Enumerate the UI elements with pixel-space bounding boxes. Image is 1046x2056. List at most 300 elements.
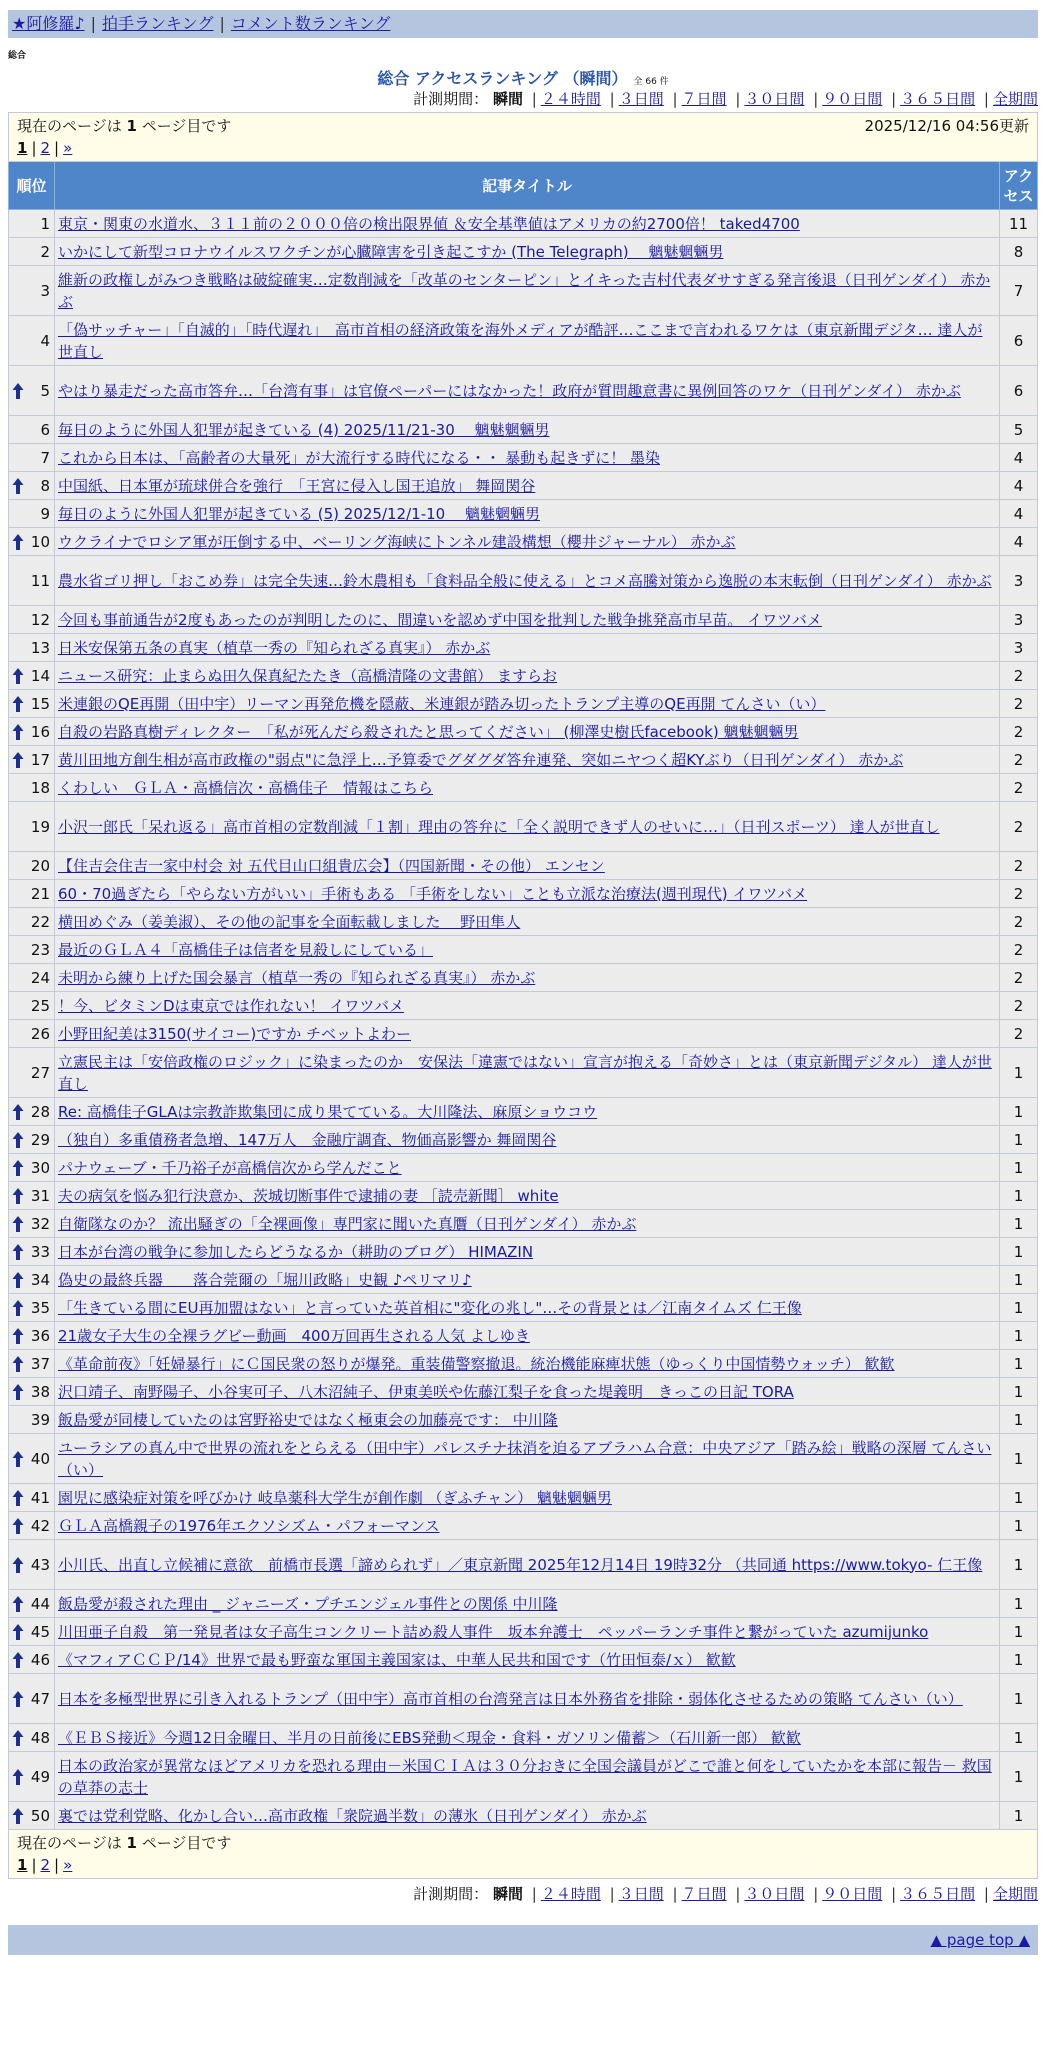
table-row bbox=[9, 1048, 1038, 1098]
rank-number: 32 bbox=[30, 1214, 50, 1233]
current-page-message: 現在のページは 1 ページ目です bbox=[17, 117, 232, 135]
article-link[interactable]: 日本の政治家が異常なほどアメリカを恐れる理由－米国ＣＩＡは３０分おきに全国会議員がどこで誰と何をしていたかを本部に報告－ 救国の草莽の志士 bbox=[58, 1756, 992, 1797]
title-cell bbox=[55, 416, 1000, 444]
rank-number: 28 bbox=[30, 1102, 50, 1121]
access-count: 2 bbox=[1000, 802, 1038, 852]
article-link[interactable]: 《革命前夜》「妊婦暴行」にＣ国民衆の怒りが爆発。重装備警察撤退。統治機能麻痺状態（ゆっくり中国情勢ウォッチ） 歓歓 bbox=[58, 1354, 895, 1373]
nav-clap-ranking-link[interactable]: 拍手ランキング bbox=[101, 14, 214, 33]
title-cell bbox=[55, 238, 1000, 266]
bottom-bar bbox=[8, 1925, 1038, 1955]
access-count: 1 bbox=[1000, 1098, 1038, 1126]
access-count: 1 bbox=[1000, 1484, 1038, 1512]
rank-number: 25 bbox=[30, 996, 50, 1015]
rank-cell bbox=[9, 1406, 55, 1434]
article-link[interactable]: 川田亜子自殺 第一発見者は女子高生コンクリート詰め殺人事件 坂本弁護士 ペッパーランチ事件と繋がっていた azumijunko bbox=[58, 1622, 929, 1641]
table-row bbox=[9, 1322, 1038, 1350]
table-row bbox=[9, 1484, 1038, 1512]
title-cell bbox=[55, 852, 1000, 880]
article-link[interactable]: 沢口靖子、南野陽子、小谷実可子、八木沼純子、伊東美咲や佐藤江梨子を食った堤義明 きっこの日記 TORA bbox=[58, 1382, 794, 1401]
period-link-24h[interactable]: ２４時間 bbox=[540, 90, 601, 108]
table-row bbox=[9, 444, 1038, 472]
access-count: 2 bbox=[1000, 908, 1038, 936]
table-row bbox=[9, 802, 1038, 852]
rank-number: 47 bbox=[30, 1689, 50, 1708]
article-link[interactable]: 横田めぐみ（姜美淑）、その他の記事を全面転載しました 野田隼人 bbox=[58, 912, 521, 931]
rank-number: 19 bbox=[30, 817, 50, 836]
article-link[interactable]: 日本が台湾の戦争に参加したらどうなるか（耕助のブログ） HIMAZIN bbox=[58, 1242, 534, 1261]
rank-number: 41 bbox=[30, 1488, 50, 1507]
article-link[interactable]: 自殺の岩路真樹ディレクター 「私が死んだら殺されたと思ってください」 (柳澤史樹氏facebook) 魑魅魍魎男 bbox=[58, 722, 799, 741]
updated-timestamp: 2025/12/16 04:56更新 bbox=[864, 117, 1029, 135]
rank-number: 15 bbox=[30, 694, 50, 713]
title-cell bbox=[55, 472, 1000, 500]
article-link[interactable]: ニュース研究：止まらぬ田久保真紀たたき（高橋清隆の文書館） ますらお bbox=[58, 666, 558, 685]
access-count: 1 bbox=[1000, 1322, 1038, 1350]
period-label: 計測期間： bbox=[413, 90, 489, 108]
title-cell bbox=[55, 1126, 1000, 1154]
article-link[interactable]: 米連銀のQE再開（田中宇）リーマン再発危機を隠蔽、米連銀が踏み切ったトランプ主導のQE再開 てんさい（い） bbox=[58, 694, 826, 713]
article-link[interactable]: 21歳女子大生の全裸ラグビー動画 400万回再生される人気 よしゆき bbox=[58, 1326, 530, 1345]
rank-number: 14 bbox=[30, 666, 50, 685]
up-arrow-icon bbox=[12, 1690, 24, 1708]
rank-number: 2 bbox=[40, 242, 50, 261]
article-link[interactable]: 《ＥＢＳ接近》今週12日金曜日、半月の日前後にEBS発動＜現金・食料・ガソリン備蓄＞（石川新一郎） 歓歓 bbox=[58, 1728, 801, 1747]
title-cell bbox=[55, 606, 1000, 634]
rank-cell bbox=[9, 852, 55, 880]
article-link[interactable]: 飯島愛が同棲していたのは宮野裕史ではなく極東会の加藤亮です： 中川隆 bbox=[58, 1410, 558, 1429]
article-link[interactable]: 小沢一郎氏「呆れ返る」高市首相の定数削減「１割」理由の答弁に「全く説明できず人のせいに…」（日刊スポーツ） 達人が世直し bbox=[58, 817, 940, 836]
table-row bbox=[9, 238, 1038, 266]
table-row bbox=[9, 1434, 1038, 1484]
rank-number: 3 bbox=[40, 281, 50, 300]
table-row bbox=[9, 1350, 1038, 1378]
page-title: 総合 アクセスランキング （瞬間） bbox=[377, 69, 628, 88]
title-cell bbox=[55, 1752, 1000, 1802]
nav-home-link[interactable]: ★阿修羅♪ bbox=[12, 14, 85, 33]
article-link[interactable]: 【住吉会住吉一家中村会 対 五代目山口組貴広会】（四国新聞・その他） エンセン bbox=[58, 856, 605, 875]
title-cell bbox=[55, 1540, 1000, 1590]
access-count: 6 bbox=[1000, 366, 1038, 416]
rank-cell bbox=[9, 1434, 55, 1484]
rank-number: 4 bbox=[40, 331, 50, 350]
rank-cell bbox=[9, 1154, 55, 1182]
article-link[interactable]: 自衛隊なのか？ 流出騒ぎの「全裸画像」専門家に聞いた真贋（日刊ゲンダイ） 赤かぶ bbox=[58, 1214, 637, 1233]
rank-number: 30 bbox=[30, 1158, 50, 1177]
article-link[interactable]: ！今、ビタミンDは東京では作れない！ イワツバメ bbox=[58, 996, 405, 1015]
rank-number: 34 bbox=[30, 1270, 50, 1289]
access-count: 1 bbox=[1000, 1266, 1038, 1294]
up-arrow-icon bbox=[12, 1103, 24, 1121]
pager-page-2[interactable]: 2 bbox=[40, 1856, 51, 1874]
title-cell bbox=[55, 1182, 1000, 1210]
rank-cell bbox=[9, 556, 55, 606]
up-arrow-icon bbox=[12, 1159, 24, 1177]
article-link[interactable]: ユーラシアの真ん中で世界の流れをとらえる（田中宇）パレスチナ抹消を迫るアブラハム合意：中央アジア「踏み絵」戦略の深層 てんさい（い） bbox=[58, 1438, 992, 1479]
access-count: 3 bbox=[1000, 634, 1038, 662]
rank-cell bbox=[9, 366, 55, 416]
rank-cell bbox=[9, 1098, 55, 1126]
rank-cell bbox=[9, 1590, 55, 1618]
access-count: 1 bbox=[1000, 1802, 1038, 1830]
table-row bbox=[9, 880, 1038, 908]
rank-number: 1 bbox=[40, 214, 50, 233]
rank-cell bbox=[9, 416, 55, 444]
rank-cell bbox=[9, 992, 55, 1020]
rank-cell bbox=[9, 500, 55, 528]
title-cell bbox=[55, 1322, 1000, 1350]
article-link[interactable]: 日本を多極型世界に引き入れるトランプ（田中宇）高市首相の台湾発言は日本外務省を排除・弱体化させるための策略 てんさい（い） bbox=[58, 1689, 963, 1708]
rank-cell bbox=[9, 908, 55, 936]
rank-cell bbox=[9, 1020, 55, 1048]
title-cell bbox=[55, 1590, 1000, 1618]
table-row bbox=[9, 936, 1038, 964]
rank-cell bbox=[9, 774, 55, 802]
table-row bbox=[9, 606, 1038, 634]
title-row bbox=[8, 66, 1038, 88]
rank-cell bbox=[9, 964, 55, 992]
rank-cell bbox=[9, 1210, 55, 1238]
pager-current-page: 1 bbox=[17, 1856, 28, 1874]
period-link-24h[interactable]: ２４時間 bbox=[540, 1885, 601, 1903]
rank-cell bbox=[9, 1126, 55, 1154]
rank-cell bbox=[9, 444, 55, 472]
rank-number: 45 bbox=[30, 1622, 50, 1641]
access-count: 1 bbox=[1000, 1540, 1038, 1590]
rank-cell bbox=[9, 1802, 55, 1830]
period-link-7d[interactable]: ７日間 bbox=[681, 1885, 727, 1903]
article-link[interactable]: （独自）多重債務者急増、147万人 金融庁調査、物価高影響か 舞岡関谷 bbox=[58, 1130, 557, 1149]
pager-page-2[interactable]: 2 bbox=[40, 139, 51, 157]
table-row bbox=[9, 416, 1038, 444]
table-row bbox=[9, 1182, 1038, 1210]
table-row bbox=[9, 908, 1038, 936]
article-link[interactable]: 日米安保第五条の真実（植草一秀の『知られざる真実』） 赤かぶ bbox=[58, 638, 491, 657]
period-link-90d[interactable]: ９０日間 bbox=[822, 1885, 883, 1903]
title-cell bbox=[55, 746, 1000, 774]
nav-comment-ranking-link[interactable]: コメント数ランキング bbox=[230, 14, 391, 33]
title-cell bbox=[55, 366, 1000, 416]
up-arrow-icon bbox=[12, 1187, 24, 1205]
table-row bbox=[9, 1752, 1038, 1802]
access-count: 1 bbox=[1000, 1724, 1038, 1752]
article-link[interactable]: 立憲民主は「安倍政権のロジック」に染まったのか 安保法「違憲ではない」宣言が抱える「奇妙さ」とは（東京新聞デジタル） 達人が世直し bbox=[58, 1052, 992, 1093]
table-header bbox=[9, 162, 1038, 210]
title-cell bbox=[55, 634, 1000, 662]
up-arrow-icon bbox=[12, 1651, 24, 1669]
rank-number: 17 bbox=[30, 750, 50, 769]
article-link[interactable]: 小川氏、出直し立候補に意欲 前橋市長選「諦められず」／東京新聞 2025年12月14日 19時32分 （共同通 https://www.tokyo- 仁王像 bbox=[58, 1555, 983, 1574]
rank-number: 9 bbox=[40, 504, 50, 523]
period-link-7d[interactable]: ７日間 bbox=[681, 90, 727, 108]
table-row bbox=[9, 1378, 1038, 1406]
access-count: 2 bbox=[1000, 992, 1038, 1020]
table-row bbox=[9, 266, 1038, 316]
period-link-90d[interactable]: ９０日間 bbox=[822, 90, 883, 108]
table-row bbox=[9, 1802, 1038, 1830]
rank-number: 37 bbox=[30, 1354, 50, 1373]
access-count: 1 bbox=[1000, 1154, 1038, 1182]
article-link[interactable]: 農水省ゴリ押し「おこめ券」は完全失速…鈴木農相も「食料品全般に使える」とコメ高騰対策から逸脱の本末転倒（日刊ゲンダイ） 赤かぶ bbox=[58, 571, 992, 590]
period-link-30d[interactable]: ３０日間 bbox=[744, 1885, 805, 1903]
title-cell bbox=[55, 1154, 1000, 1182]
table-row bbox=[9, 528, 1038, 556]
title-cell bbox=[55, 1098, 1000, 1126]
article-link[interactable]: 黄川田地方創生相が高市政権の"弱点"に急浮上…予算委でグダグダ答弁連発、突如ニヤつく超KYぶり（日刊ゲンダイ） 赤かぶ bbox=[58, 750, 904, 769]
rank-cell bbox=[9, 1752, 55, 1802]
up-arrow-icon bbox=[12, 1383, 24, 1401]
article-link[interactable]: 毎日のように外国人犯罪が起きている (4) 2025/11/21-30 魑魅魍魎男 bbox=[58, 420, 550, 439]
period-selector-bottom: 計測期間： 瞬間 | ２４時間 | ３日間 | ７日間 | ３０日間 | ９０日間 | ３６５日間 | 全期間 bbox=[413, 1885, 1038, 1903]
article-link[interactable]: ＧＬＡ高橋親子の1976年エクソシズム・パフォーマンス bbox=[58, 1516, 440, 1535]
rank-cell bbox=[9, 606, 55, 634]
table-row bbox=[9, 316, 1038, 366]
rank-number: 18 bbox=[30, 778, 50, 797]
table-row bbox=[9, 556, 1038, 606]
title-cell bbox=[55, 210, 1000, 238]
pager-bottom: 1 | 2 | » bbox=[17, 1856, 73, 1874]
rank-cell bbox=[9, 1724, 55, 1752]
rank-cell bbox=[9, 802, 55, 852]
rank-cell bbox=[9, 1618, 55, 1646]
period-link-365d[interactable]: ３６５日間 bbox=[900, 90, 976, 108]
access-count: 1 bbox=[1000, 1048, 1038, 1098]
access-count: 2 bbox=[1000, 936, 1038, 964]
access-count: 8 bbox=[1000, 238, 1038, 266]
up-arrow-icon bbox=[12, 1215, 24, 1233]
access-count: 2 bbox=[1000, 690, 1038, 718]
page-top-link[interactable]: ▲ page top ▲ bbox=[930, 1931, 1030, 1949]
table-row bbox=[9, 1724, 1038, 1752]
table-row bbox=[9, 690, 1038, 718]
table-row bbox=[9, 1540, 1038, 1590]
article-link[interactable]: 小野田紀美は3150(サイコー)ですか チベットよわー bbox=[58, 1024, 411, 1043]
article-link[interactable]: 毎日のように外国人犯罪が起きている (5) 2025/12/1-10 魑魅魍魎男 bbox=[58, 504, 540, 523]
article-link[interactable]: 《マフィアＣＣＰ/14》世界で最も野蛮な軍国主義国家は、中華人民共和国です（竹田恒泰/ｘ） 歓歓 bbox=[58, 1650, 736, 1669]
rank-number: 23 bbox=[30, 940, 50, 959]
rank-cell bbox=[9, 1238, 55, 1266]
article-link[interactable]: Re: 高橋佳子GLAは宗教詐欺集団に成り果てている。大川隆法、麻原ショウコウ bbox=[58, 1102, 598, 1121]
article-link[interactable]: 「生きている間にEU再加盟はない」と言っていた英首相に"変化の兆し"…その背景とは／江南タイムズ 仁王像 bbox=[58, 1298, 802, 1317]
up-arrow-icon bbox=[12, 1595, 24, 1613]
title-cell bbox=[55, 1434, 1000, 1484]
rank-number: 42 bbox=[30, 1516, 50, 1535]
access-count: 6 bbox=[1000, 316, 1038, 366]
up-arrow-icon bbox=[12, 1355, 24, 1373]
up-arrow-icon bbox=[12, 1299, 24, 1317]
article-link[interactable]: 園児に感染症対策を呼びかけ 岐阜薬科大学生が創作劇 （ぎふチャン） 魑魅魍魎男 bbox=[58, 1488, 612, 1507]
rank-number: 33 bbox=[30, 1242, 50, 1261]
title-cell bbox=[55, 1406, 1000, 1434]
title-cell bbox=[55, 936, 1000, 964]
rank-cell bbox=[9, 634, 55, 662]
pager-next[interactable]: » bbox=[63, 139, 73, 157]
pager-top: 1 | 2 | » bbox=[17, 139, 73, 157]
table-row bbox=[9, 1618, 1038, 1646]
rank-number: 29 bbox=[30, 1130, 50, 1149]
table-row bbox=[9, 964, 1038, 992]
access-count: 1 bbox=[1000, 1434, 1038, 1484]
title-cell bbox=[55, 1802, 1000, 1830]
pager-current-page: 1 bbox=[17, 139, 28, 157]
period-link-all[interactable]: 全期間 bbox=[992, 1885, 1038, 1903]
top-nav bbox=[8, 10, 1038, 38]
access-count: 1 bbox=[1000, 1590, 1038, 1618]
rank-number: 40 bbox=[30, 1449, 50, 1468]
rank-cell bbox=[9, 1294, 55, 1322]
nav-separator: | bbox=[219, 14, 225, 33]
title-cell bbox=[55, 880, 1000, 908]
access-count: 2 bbox=[1000, 964, 1038, 992]
access-count: 2 bbox=[1000, 718, 1038, 746]
table-row bbox=[9, 774, 1038, 802]
period-link-3d[interactable]: ３日間 bbox=[618, 1885, 664, 1903]
access-count: 1 bbox=[1000, 1646, 1038, 1674]
rank-cell bbox=[9, 316, 55, 366]
access-count: 1 bbox=[1000, 1674, 1038, 1724]
table-row bbox=[9, 1210, 1038, 1238]
rank-cell bbox=[9, 1484, 55, 1512]
title-cell bbox=[55, 500, 1000, 528]
article-link[interactable]: これから日本は、「高齢者の大量死」が大流行する時代になる・・ 暴動も起きずに！ 墨染 bbox=[58, 448, 661, 467]
rank-cell bbox=[9, 1674, 55, 1724]
rank-cell bbox=[9, 266, 55, 316]
header-access: アクセス bbox=[1000, 162, 1038, 210]
access-count: 1 bbox=[1000, 1210, 1038, 1238]
access-count: 2 bbox=[1000, 774, 1038, 802]
up-arrow-icon bbox=[12, 1768, 24, 1786]
rank-number: 24 bbox=[30, 968, 50, 987]
access-count: 5 bbox=[1000, 416, 1038, 444]
article-link[interactable]: 最近のＧＬＡ４「高橋佳子は信者を見殺しにしている」 bbox=[58, 940, 434, 959]
article-link[interactable]: 「偽サッチャー」「自滅的」「時代遅れ」 高市首相の経済政策を海外メディアが酷評…ここまで言われるワケは（東京新聞デジタ… 達人が世直し bbox=[58, 320, 983, 361]
title-cell bbox=[55, 556, 1000, 606]
table-row bbox=[9, 852, 1038, 880]
rank-number: 12 bbox=[30, 610, 50, 629]
table-row bbox=[9, 746, 1038, 774]
access-count: 11 bbox=[1000, 210, 1038, 238]
article-link[interactable]: 夫の病気を悩み犯行決意か、茨城切断事件で逮捕の妻 ［読売新聞］ white bbox=[58, 1186, 559, 1205]
rank-number: 48 bbox=[30, 1728, 50, 1747]
access-count: 1 bbox=[1000, 1618, 1038, 1646]
table-row bbox=[9, 1674, 1038, 1724]
title-cell bbox=[55, 1724, 1000, 1752]
period-link-365d[interactable]: ３６５日間 bbox=[900, 1885, 976, 1903]
access-count: 3 bbox=[1000, 556, 1038, 606]
article-link[interactable]: 飯島愛が殺された理由 _ ジャニーズ・プチエンジェル事件との関係 中川隆 bbox=[58, 1594, 558, 1613]
rank-number: 44 bbox=[30, 1594, 50, 1613]
article-link[interactable]: 60・70過ぎたら「やらない方がいい」手術もある 「手術をしない」ことも立派な治療法(週刊現代) イワツバメ bbox=[58, 884, 808, 903]
access-count: 1 bbox=[1000, 1378, 1038, 1406]
article-link[interactable]: 維新の政権しがみつき戦略は破綻確実…定数削減を「改革のセンターピン」とイキった吉村代表ダサすぎる発言後退（日刊ゲンダイ） 赤かぶ bbox=[58, 270, 991, 311]
rank-cell bbox=[9, 1182, 55, 1210]
up-arrow-icon bbox=[12, 1556, 24, 1574]
access-count: 1 bbox=[1000, 1294, 1038, 1322]
pager-next[interactable]: » bbox=[63, 1856, 73, 1874]
article-link[interactable]: 未明から練り上げた国会暴言（植草一秀の『知られざる真実』） 赤かぶ bbox=[58, 968, 536, 987]
title-cell bbox=[55, 1294, 1000, 1322]
rank-cell bbox=[9, 718, 55, 746]
title-cell bbox=[55, 316, 1000, 366]
ranking-table bbox=[8, 112, 1038, 1879]
period-link-30d[interactable]: ３０日間 bbox=[744, 90, 805, 108]
rank-cell bbox=[9, 1646, 55, 1674]
rank-number: 39 bbox=[30, 1410, 50, 1429]
article-link[interactable]: 中国紙、日本軍が琉球併合を強行 「王宮に侵入し国王追放」 舞岡関谷 bbox=[58, 476, 536, 495]
article-link[interactable]: くわしい ＧＬＡ・高橋信次・高橋佳子 情報はこちら bbox=[58, 778, 434, 797]
rank-cell bbox=[9, 662, 55, 690]
table-row bbox=[9, 1406, 1038, 1434]
article-link[interactable]: ウクライナでロシア軍が圧倒する中、ベーリング海峡にトンネル建設構想（櫻井ジャーナル） 赤かぶ bbox=[58, 532, 736, 551]
up-arrow-icon bbox=[12, 1450, 24, 1468]
total-count: 全 66 件 bbox=[633, 77, 669, 87]
up-arrow-icon bbox=[12, 1517, 24, 1535]
title-cell bbox=[55, 1646, 1000, 1674]
title-cell bbox=[55, 774, 1000, 802]
title-cell bbox=[55, 690, 1000, 718]
rank-number: 38 bbox=[30, 1382, 50, 1401]
title-cell bbox=[55, 1020, 1000, 1048]
table-row bbox=[9, 1646, 1038, 1674]
rank-cell bbox=[9, 210, 55, 238]
article-link[interactable]: 裏では党利党略、化かし合い…高市政権「衆院過半数」の薄氷（日刊ゲンダイ） 赤かぶ bbox=[58, 1806, 647, 1825]
article-link[interactable]: 東京・関東の水道水、３１１前の２０００倍の検出限界値 ＆安全基準値はアメリカの約2700倍！ taked4700 bbox=[58, 214, 800, 233]
rank-number: 11 bbox=[30, 571, 50, 590]
period-link-all[interactable]: 全期間 bbox=[992, 90, 1038, 108]
title-cell bbox=[55, 1674, 1000, 1724]
up-arrow-icon bbox=[12, 382, 24, 400]
table-row bbox=[9, 662, 1038, 690]
rank-cell bbox=[9, 1378, 55, 1406]
rank-number: 22 bbox=[30, 912, 50, 931]
rank-cell bbox=[9, 746, 55, 774]
rank-number: 10 bbox=[30, 532, 50, 551]
table-row bbox=[9, 1590, 1038, 1618]
rank-number: 13 bbox=[30, 638, 50, 657]
article-link[interactable]: いかにして新型コロナウイルスワクチンが心臓障害を引き起こすか (The Telegraph) 魑魅魍魎男 bbox=[58, 242, 724, 261]
title-cell bbox=[55, 528, 1000, 556]
up-arrow-icon bbox=[12, 667, 24, 685]
article-link[interactable]: 偽史の最終兵器 落合莞爾の「堀川政略」史観 ♪ペリマリ♪ bbox=[58, 1270, 472, 1289]
table-row bbox=[9, 1512, 1038, 1540]
article-link[interactable]: やはり暴走だった高市答弁…「台湾有事」は官僚ペーパーにはなかった！政府が質問趣意書に異例回答のワケ（日刊ゲンダイ） 赤かぶ bbox=[58, 381, 961, 400]
up-arrow-icon bbox=[12, 1489, 24, 1507]
rank-number: 27 bbox=[30, 1063, 50, 1082]
info-bar-bottom bbox=[9, 1830, 1038, 1879]
rank-number: 36 bbox=[30, 1326, 50, 1345]
header-rank: 順位 bbox=[9, 162, 55, 210]
rank-cell bbox=[9, 1048, 55, 1098]
rank-cell bbox=[9, 238, 55, 266]
category-label: 総合 bbox=[8, 51, 27, 61]
title-cell bbox=[55, 1238, 1000, 1266]
up-arrow-icon bbox=[12, 751, 24, 769]
period-label: 計測期間： bbox=[413, 1885, 489, 1903]
access-count: 3 bbox=[1000, 606, 1038, 634]
rank-cell bbox=[9, 690, 55, 718]
rank-number: 20 bbox=[30, 856, 50, 875]
table-row bbox=[9, 718, 1038, 746]
article-link[interactable]: 今回も事前通告が2度もあったのが判明したのに、間違いを認めず中国を批判した戦争挑発高市早苗。 イワツバメ bbox=[58, 610, 822, 629]
rank-cell bbox=[9, 880, 55, 908]
title-cell bbox=[55, 964, 1000, 992]
article-link[interactable]: パナウェーブ・千乃裕子が高橋信次から学んだこと bbox=[58, 1158, 402, 1177]
access-count: 1 bbox=[1000, 1350, 1038, 1378]
rank-cell bbox=[9, 1512, 55, 1540]
access-count: 2 bbox=[1000, 746, 1038, 774]
access-count: 1 bbox=[1000, 1406, 1038, 1434]
period-link-3d[interactable]: ３日間 bbox=[618, 90, 664, 108]
table-row bbox=[9, 366, 1038, 416]
